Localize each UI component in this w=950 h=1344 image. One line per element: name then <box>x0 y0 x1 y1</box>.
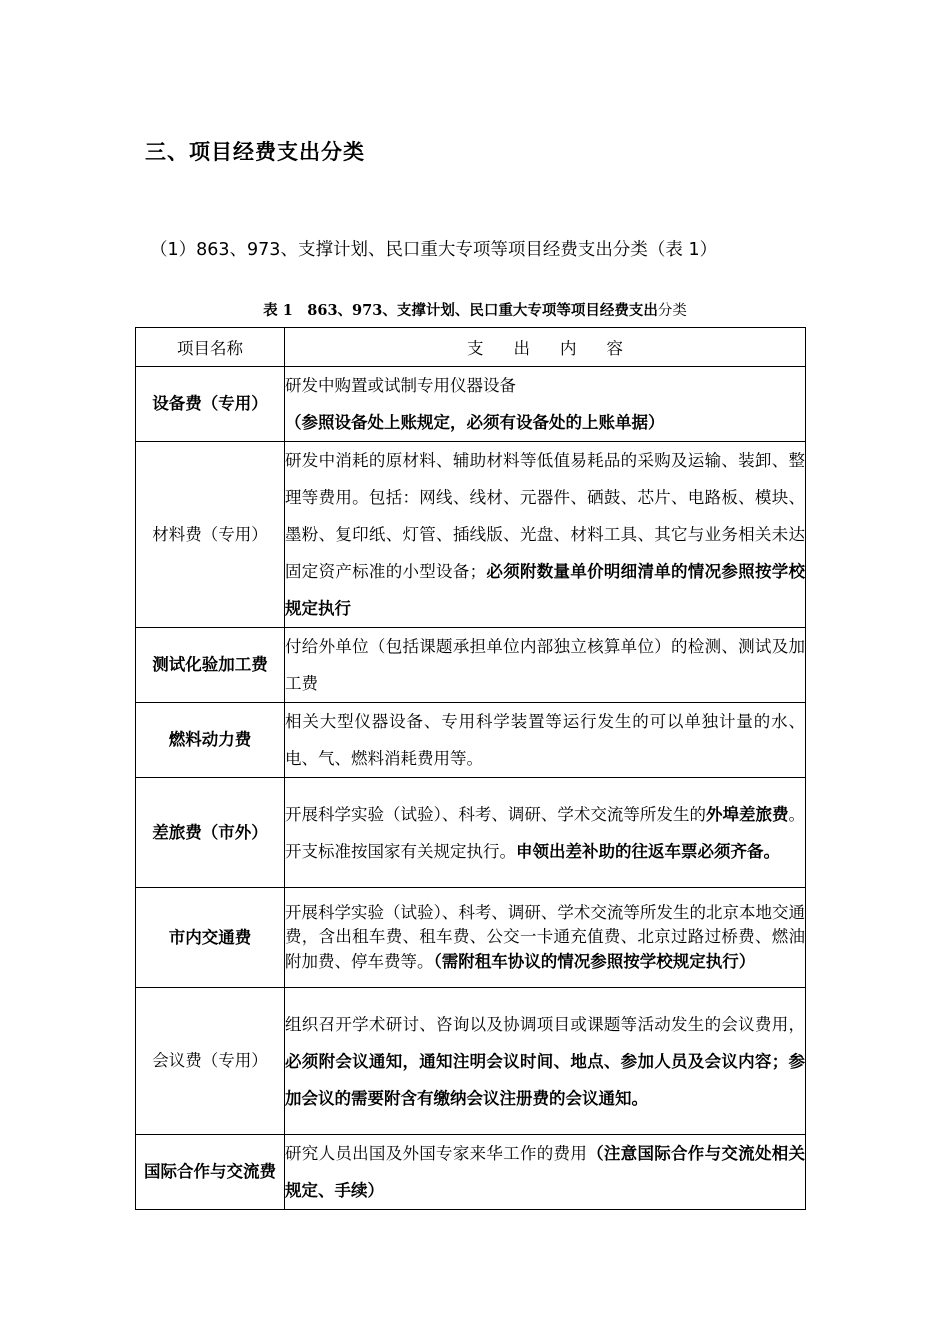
row-content: 相关大型仪器设备、专用科学装置等运行发生的可以单独计量的水、电、气、燃料消耗费用等。 <box>285 703 806 778</box>
row-content-bold: （需附租车协议的情况参照按学校规定执行） <box>433 951 756 971</box>
table-caption-bold: 表 1 863、973、支撑计划、民口重大专项等项目经费支出 <box>263 302 658 319</box>
row-name: 市内交通费 <box>136 888 285 988</box>
row-content <box>285 988 806 1135</box>
row-name: 设备费（专用） <box>136 367 285 442</box>
row-content-text: 组织召开学术研讨、咨询以及协调项目或课题等活动发生的会议费用， <box>285 1014 805 1034</box>
row-name: 会议费（专用） <box>136 988 285 1135</box>
row-content-bold: （参照设备处上账规定，必须有设备处的上账单据） <box>285 413 665 432</box>
table-row <box>136 988 806 1135</box>
table-row <box>136 442 806 628</box>
row-name: 国际合作与交流费 <box>136 1135 285 1210</box>
row-content <box>285 1135 806 1210</box>
row-name: 测试化验加工费 <box>136 628 285 703</box>
row-content-text: 研发中消耗的原材料、辅助材料等低值易耗品的采购及运输、装卸、整理等费用。包括：网线、线材、元器件、硒鼓、芯片、电路板、模块、墨粉、复印纸、灯管、插线版、光盘、材料工具、其它与业务相关未达固定资产标准的小型设备； <box>285 451 805 581</box>
row-name: 材料费（专用） <box>136 442 285 628</box>
row-name: 差旅费（市外） <box>136 778 285 888</box>
row-content-text: 开展科学实验（试验）、科考、调研、学术交流等所发生的北京本地交通费，含出租车费、租车费、公交一卡通充值费、北京过路过桥费、燃油附加费、停车费等。 <box>285 902 805 971</box>
row-content-bold: 必须附数量单价明细清单的情况参照按学校规定执行 <box>285 562 806 618</box>
row-content <box>285 367 806 442</box>
row-content-text: 研发中购置或试制专用仪器设备 <box>285 376 516 395</box>
row-content-text-2: 。开支标准按国家有关规定执行。 <box>285 804 806 861</box>
table-caption <box>0 299 950 320</box>
table-caption-tail: 分类 <box>657 303 687 319</box>
header-name: 项目名称 <box>136 328 285 367</box>
row-content: 付给外单位（包括课题承担单位内部独立核算单位）的检测、测试及加工费 <box>285 628 806 703</box>
subheading: （1）863、973、支撑计划、民口重大专项等项目经费支出分类（表 1） <box>150 240 718 260</box>
table-header-row <box>136 328 806 367</box>
row-content-bold: 外埠差旅费 <box>705 804 789 824</box>
table-row <box>136 703 806 778</box>
row-content-bold-2: 申领出差补助的往返车票必须齐备。 <box>516 841 780 861</box>
row-name: 燃料动力费 <box>136 703 285 778</box>
row-content-bold: 必须附会议通知，通知注明会议时间、地点、参加人员及会议内容；参加会议的需要附含有缴纳会议注册费的会议通知。 <box>285 1051 805 1108</box>
table-row <box>136 367 806 442</box>
row-content <box>285 778 806 888</box>
row-content <box>285 442 806 628</box>
section-heading: 三、项目经费支出分类 <box>145 140 365 164</box>
row-content <box>285 888 806 988</box>
table-row <box>136 888 806 988</box>
expense-table <box>135 327 806 1210</box>
table-row <box>136 1135 806 1210</box>
row-content-text: 开展科学实验（试验）、科考、调研、学术交流等所发生的 <box>285 804 706 824</box>
row-content-bold: （注意国际合作与交流处相关规定、手续） <box>285 1144 806 1200</box>
header-content: 支出内容 <box>285 328 806 367</box>
table-row <box>136 778 806 888</box>
row-content-text: 研究人员出国及外国专家来华工作的费用 <box>285 1144 588 1163</box>
table-row <box>136 628 806 703</box>
